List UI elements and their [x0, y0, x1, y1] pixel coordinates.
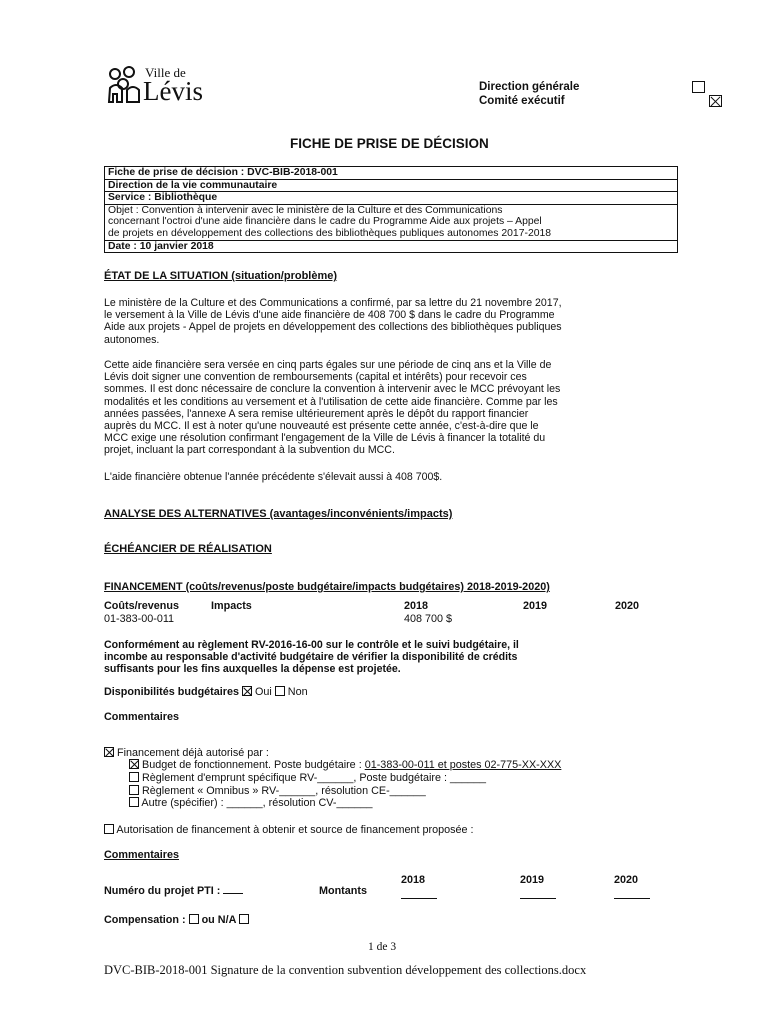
compensation-label: Compensation :: [104, 914, 186, 926]
option-reglement-emprunt: [129, 772, 561, 785]
fiche-id: Fiche de prise de décision : DVC-BIB-2018-001: [105, 167, 678, 180]
col-2019: 2019: [523, 600, 548, 612]
col-2020: 2020: [615, 600, 640, 612]
text-line: années passées, l'annexe A sera remise ultérieurement après le dépôt du rapport financier: [104, 407, 529, 420]
commentaires-label: Commentaires: [104, 711, 180, 723]
option-label: Budget de fonctionnement. Poste budgétaire :: [142, 759, 365, 771]
text-line: sommes. Il est donc nécessaire de conclure la convention à intervenir avec le MCC prévoyant les: [104, 383, 561, 396]
budget-fonctionnement-checkbox[interactable]: [129, 759, 139, 769]
na-checkbox[interactable]: [239, 914, 249, 924]
pti-2019-field[interactable]: [520, 898, 556, 899]
col-couts-revenus: Coûts/revenus: [104, 600, 179, 612]
pti-number-field[interactable]: [223, 893, 243, 894]
echeancier-heading: ÉCHÉANCIER DE RÉALISATION: [104, 543, 272, 555]
page-title: FICHE DE PRISE DE DÉCISION: [290, 136, 489, 151]
analyse-heading: ANALYSE DES ALTERNATIVES (avantages/inconvénients/impacts): [104, 508, 453, 520]
direction: Direction de la vie communautaire: [105, 179, 678, 192]
text-line: MCC exige une résolution confirmant l'engagement de la Ville de Lévis à financer la totalité du: [104, 432, 546, 445]
routing-comite-executif: Comité exécutif: [479, 95, 565, 107]
commentaires-heading-2: Commentaires: [104, 849, 180, 861]
financement-heading: FINANCEMENT (coûts/revenus/poste budgétaire/impacts budgétaires) 2018-2019-2020): [104, 581, 550, 593]
objet-line3: de projets en développement des collections des bibliothèques publiques autonomes 2017-2018: [108, 227, 552, 239]
col-2018: 2018: [404, 600, 429, 612]
text-line: Conformément au règlement RV-2016-16-00 sur le contrôle et le suivi budgétaire, il: [104, 639, 519, 651]
logo-line2: Lévis: [143, 76, 203, 106]
text-line: Cette aide financière sera versée en cinq parts égales sur une période de cinq ans et la Ville de: [104, 359, 552, 371]
routing-direction-generale: Direction générale: [479, 81, 580, 93]
city-logo: [107, 66, 227, 108]
autorisation-checkbox[interactable]: [104, 824, 114, 834]
etat-paragraph-2: [104, 359, 676, 457]
autorisation-row: [104, 824, 474, 836]
reglement-omnibus-checkbox[interactable]: [129, 785, 139, 795]
text-line: Le ministère de la Culture et des Communications a confirmé, par sa lettre du 21 novembre 2017,: [104, 297, 562, 309]
autorisation-options: [129, 759, 561, 810]
pti-2018: 2018: [401, 874, 426, 886]
compensation-row: [104, 914, 249, 926]
pti-2020: 2020: [614, 874, 639, 886]
date: Date : 10 janvier 2018: [105, 240, 678, 253]
compensation-na-label: ou N/A: [201, 914, 236, 926]
financement-autorise-row: [104, 747, 269, 759]
compensation-checkbox[interactable]: [189, 914, 199, 924]
disponibilites-label: Disponibilités budgétaires: [104, 686, 239, 698]
option-label: Autre (spécifier) : ______, résolution CV-______: [141, 797, 373, 810]
autorisation-label: Autorisation de financement à obtenir et source de financement proposée :: [116, 824, 474, 836]
montants-label: Montants: [319, 885, 367, 897]
oui-checkbox[interactable]: [242, 686, 252, 696]
autre-checkbox[interactable]: [129, 797, 139, 807]
disponibilites-row: [104, 686, 308, 698]
text-line: auprès du MCC. Il est à noter qu'une nouveauté est présente cette année, c'est-à-dire que le: [104, 420, 539, 433]
text-line: le versement à la Ville de Lévis d'une aide financière de 408 700 $ dans le cadre du Programme: [104, 309, 555, 322]
direction-generale-checkbox[interactable]: [692, 81, 705, 93]
text-line: Aide aux projets - Appel de projets en développement des collections des bibliothèques publiques: [104, 321, 562, 334]
pti-2020-field[interactable]: [614, 898, 650, 899]
option-budget-fonctionnement: [129, 759, 561, 772]
poste-budgetaire-link: 01-383-00-011 et postes 02-775-XX-XXX: [364, 759, 562, 771]
option-autre: [129, 797, 561, 810]
oui-label: Oui: [254, 686, 272, 698]
comite-executif-checkbox[interactable]: [709, 95, 722, 107]
page-number: 1 de 3: [368, 941, 397, 953]
reglement-emprunt-checkbox[interactable]: [129, 772, 139, 782]
text-line: autonomes.: [104, 333, 160, 346]
poste-budgetaire-value: 01-383-00-011: [104, 613, 175, 625]
text-line: projet, incluant la part correspondant à la subvention du MCC.: [104, 444, 395, 457]
pti-label-text: Numéro du projet PTI :: [104, 885, 221, 897]
etat-heading: ÉTAT DE LA SITUATION (situation/problème): [104, 270, 338, 282]
non-checkbox[interactable]: [275, 686, 285, 696]
pti-2018-field[interactable]: [401, 898, 437, 899]
option-label: Règlement « Omnibus » RV-______, résolution CE-______: [142, 784, 426, 797]
footer-filename: DVC-BIB-2018-001 Signature de la convention subvention développement des collections.docx: [104, 963, 587, 977]
text-line: Lévis doit signer une convention de remboursements (capital et intérêts) pour recevoir ces: [104, 371, 527, 384]
financement-autorise-checkbox[interactable]: [104, 747, 114, 757]
pti-label: [104, 885, 243, 897]
etat-paragraph-3: L'aide financière obtenue l'année précédente s'élevait aussi à 408 700$.: [104, 471, 443, 483]
financement-autorise-label: Financement déjà autorisé par :: [117, 747, 269, 759]
info-table: [104, 166, 678, 253]
objet-line2: concernant l'octroi d'une aide financière dans le cadre du Programme Aide aux projets – Appel: [108, 216, 542, 228]
non-label: Non: [287, 686, 308, 698]
option-label: Règlement d'emprunt spécifique RV-______, Poste budgétaire : ______: [142, 771, 486, 784]
montant-2018-value: 408 700 $: [404, 613, 453, 625]
text-line: modalités et les conditions au versement et à l'utilisation de cette aide financière. Comme par les: [104, 395, 558, 408]
logo-line1: Ville de: [145, 65, 186, 80]
text-line: suffisants pour les fins auxquelles la dépense est projetée.: [104, 663, 401, 676]
etat-paragraph-1: [104, 297, 676, 346]
text-line: incombe au responsable d'activité budgétaire de vérifier la disponibilité de crédits: [104, 651, 518, 664]
logo-mark-icon: [107, 66, 143, 106]
reglement-paragraph: [104, 639, 676, 676]
option-reglement-omnibus: [129, 785, 561, 798]
service: Service : Bibliothèque: [105, 192, 678, 205]
col-impacts: Impacts: [211, 600, 252, 612]
pti-2019: 2019: [520, 874, 545, 886]
objet-line1: Objet : Convention à intervenir avec le ministère de la Culture et des Communications: [108, 204, 503, 216]
